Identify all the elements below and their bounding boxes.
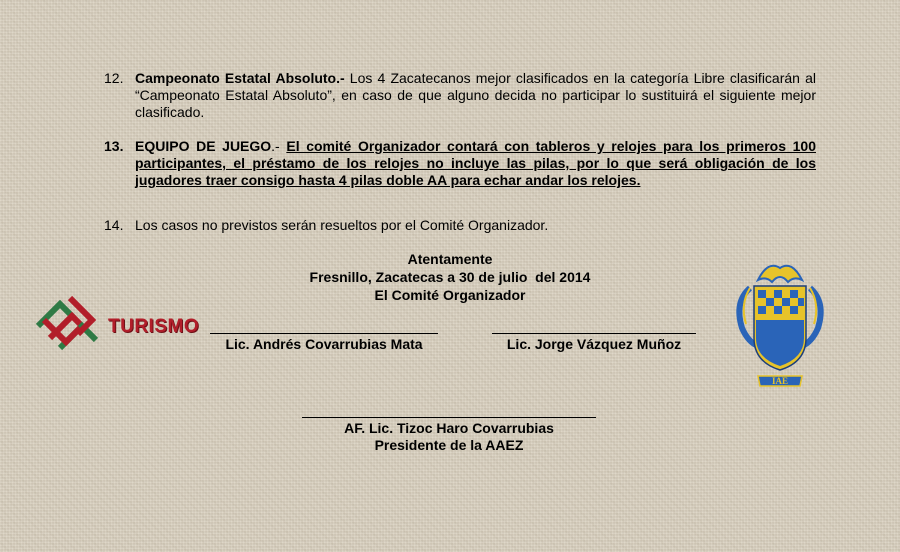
item-text bbox=[135, 217, 816, 234]
signer-name: Lic. Jorge Vázquez Muñoz bbox=[506, 336, 682, 352]
item-14 bbox=[104, 217, 816, 234]
item-text bbox=[135, 138, 816, 189]
turismo-logo bbox=[30, 286, 200, 366]
signer-name: Lic. Andrés Covarrubias Mata bbox=[225, 336, 423, 352]
item-number: 14. bbox=[104, 217, 124, 233]
item-body: Los 4 Zacatecanos mejor clasificados en la categoría Libre clasificarán al “Campeonato Estatal Absoluto”, en caso de que alguno decida no participar lo sustituirá el siguiente mejor clasificado. bbox=[135, 70, 816, 120]
turismo-logo-icon bbox=[30, 286, 110, 366]
crest-logo bbox=[728, 258, 832, 388]
committee-name: El Comité Organizador bbox=[374, 287, 526, 303]
signature-block-1 bbox=[210, 333, 438, 352]
signature-block-3 bbox=[302, 417, 596, 454]
crest-label: IAE bbox=[771, 376, 789, 386]
signature-line bbox=[210, 333, 438, 334]
signature-block-2 bbox=[492, 333, 696, 352]
item-title: EQUIPO DE JUEGO bbox=[135, 138, 272, 154]
turismo-wordmark: TURISMO bbox=[108, 316, 200, 337]
signature-line bbox=[302, 417, 596, 418]
signer-role: Presidente de la AAEZ bbox=[374, 437, 524, 453]
place-date: Fresnillo, Zacatecas a 30 de julio del 2014 bbox=[309, 269, 591, 285]
item-body: Los casos no previstos serán resueltos por el Comité Organizador. bbox=[135, 217, 549, 233]
item-number: 12. bbox=[104, 70, 124, 86]
item-body: El comité Organizador contará con tableros y relojes para los primeros 100 participantes, el préstamo de los relojes no incluye las pilas, por lo que será obligación de los jugadores traer consigo hasta 4 pilas doble AA para echar andar los relojes. bbox=[135, 138, 816, 188]
item-title: Campeonato Estatal Absoluto.- bbox=[135, 70, 345, 86]
item-number: 13. bbox=[104, 138, 124, 154]
item-12 bbox=[104, 70, 816, 121]
signature-line bbox=[492, 333, 696, 334]
signer-name: AF. Lic. Tizoc Haro Covarrubias bbox=[344, 420, 554, 436]
salutation: Atentamente bbox=[407, 251, 493, 267]
item-13 bbox=[104, 138, 816, 189]
item-text bbox=[135, 70, 816, 121]
crest-icon bbox=[728, 258, 832, 388]
item-separator: .- bbox=[271, 138, 287, 154]
